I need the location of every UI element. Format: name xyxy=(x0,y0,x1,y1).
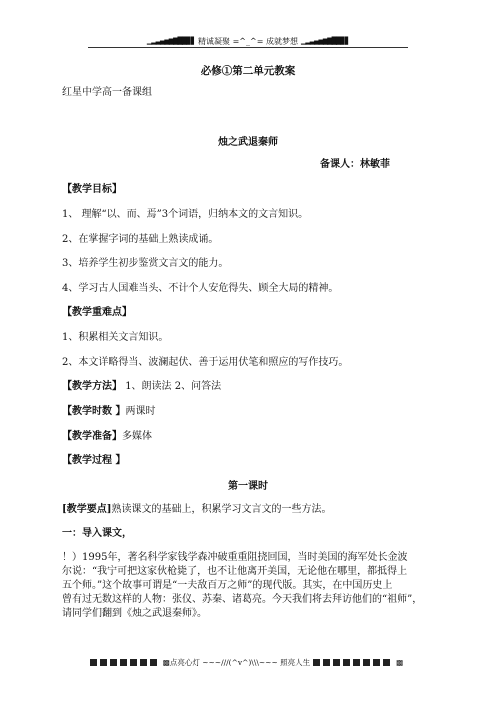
intro-line: 请同学们翻到《烛之武退秦师》。 xyxy=(62,608,207,619)
footer-square xyxy=(333,659,340,666)
footer-square xyxy=(383,659,390,666)
keypoint-item: 1、积累相关文言知识。 xyxy=(62,332,169,343)
lesson-title: 烛之武退秦师 xyxy=(218,137,278,148)
footer-end-mark: ▩ xyxy=(396,657,404,667)
period-points-text: 熟读课文的基础上，积累学习文言文的一些方法。 xyxy=(111,504,332,515)
footer-square xyxy=(130,659,137,666)
header-deco-left: ▁▂▃▄▅▆▇█▉▊▋ xyxy=(146,37,196,45)
footer-square xyxy=(323,659,330,666)
header-rule xyxy=(88,47,408,48)
goal-item: 1、 理解“以、而、焉”3个词语，归纳本文的文言知识。 xyxy=(62,209,309,220)
header-deco-right: ▁▂▃▄▅▆▇█▉▊▋ xyxy=(300,37,350,45)
footer-square xyxy=(313,659,320,666)
prep-line xyxy=(62,430,152,443)
intro-heading: 一：导入课文， xyxy=(62,528,132,539)
intro-line: 五个师。”这个故事可谓是“一夫敌百万之师”的现代版。其实，在中国历史上 xyxy=(62,580,393,591)
footer-square xyxy=(363,659,370,666)
footer-square xyxy=(343,659,350,666)
header-motto: 精诚凝聚 =^_^= 成就梦想 xyxy=(198,36,298,46)
goal-item: 3、培养学生初步鉴赏文言文的能力。 xyxy=(62,258,229,269)
time-heading: 【教学时数 】 xyxy=(62,406,126,417)
goal-item: 2、在掌握字词的基础上熟读成诵。 xyxy=(62,234,219,245)
intro-line: 尔说：“我宁可把这家伙枪毙了，也不让他离开美国，无论他在哪里，都抵得上 xyxy=(62,566,408,577)
goal-item: 4、学习古人国难当头、不计个人安危得失、顾全大局的精神。 xyxy=(62,283,339,294)
footer-square xyxy=(90,659,97,666)
time-text: 两课时 xyxy=(125,406,156,417)
process-heading: 【教学过程 】 xyxy=(62,455,126,466)
period-title: 第一课时 xyxy=(228,481,268,492)
period-points-line xyxy=(62,503,331,516)
footer-motto: ▩点亮心灯 ~~~///(^v^)\\\~~~ 照亮人生 xyxy=(162,657,311,667)
footer-square xyxy=(120,659,127,666)
page-header xyxy=(0,34,496,48)
goals-heading: 【教学目标】 xyxy=(62,184,122,195)
footer-square xyxy=(373,659,380,666)
period-points-heading: [教学要点] xyxy=(62,504,112,515)
doc-title: 必修①第二单元教案 xyxy=(200,65,296,77)
footer-square xyxy=(100,659,107,666)
prep-text: 多媒体 xyxy=(122,431,152,442)
footer-square xyxy=(140,659,147,666)
footer-square xyxy=(353,659,360,666)
method-line xyxy=(62,380,221,393)
footer-square xyxy=(150,659,157,666)
intro-line: 曾有过无数这样的人物：张仪、苏秦、诸葛亮。今天我们将去拜访他们的“祖师”， xyxy=(62,594,423,605)
keypoint-item: 2、本文详略得当、波澜起伏、善于运用伏笔和照应的写作技巧。 xyxy=(62,357,349,368)
intro-line: ！）1995年，著名科学家钱学森冲破重重阻挠回国，当时美国的海军处长金波 xyxy=(62,552,408,563)
footer-square xyxy=(110,659,117,666)
school-line: 红星中学高一备课组 xyxy=(62,87,152,98)
keypoints-heading: 【教学重难点】 xyxy=(62,307,132,318)
preparer: 备课人：林敏菲 xyxy=(320,159,390,170)
time-line xyxy=(62,405,155,418)
prep-heading: 【教学准备】 xyxy=(62,431,122,442)
method-heading: 【教学方法】 xyxy=(62,381,122,392)
method-text: 1、朗读法 2、问答法 xyxy=(125,381,222,392)
page-footer xyxy=(0,655,496,669)
